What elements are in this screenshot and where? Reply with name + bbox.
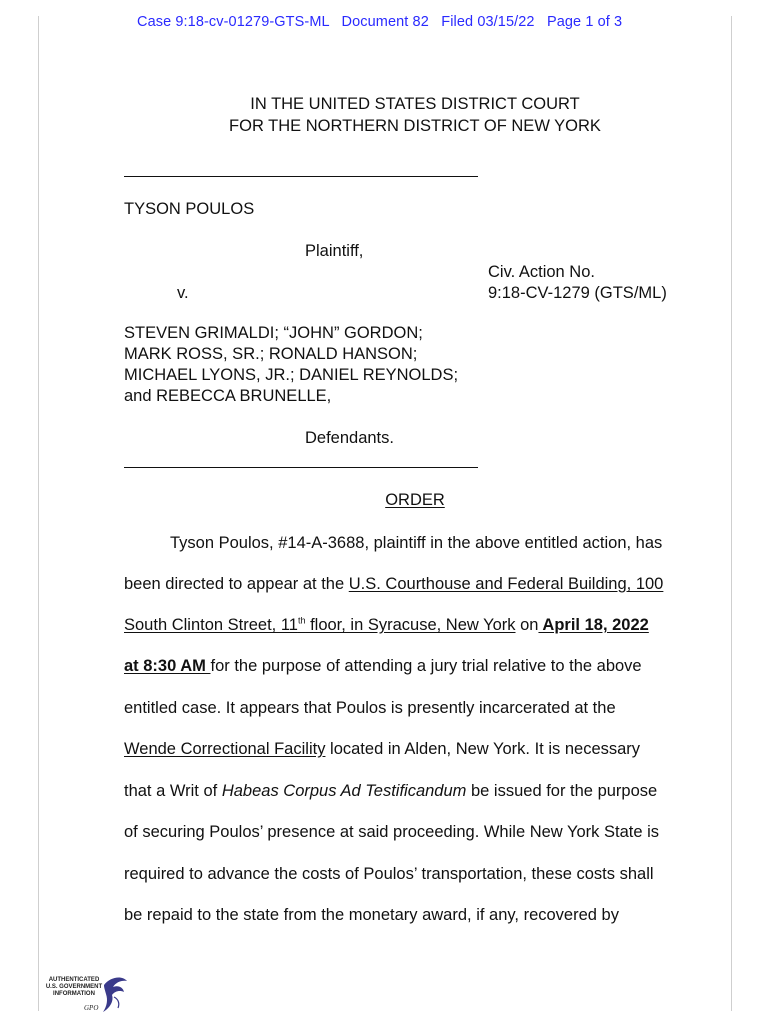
- body-line-3: [124, 615, 649, 635]
- facility-name: Wende Correctional Facility: [124, 740, 326, 758]
- civil-action-label: Civ. Action No.: [488, 263, 595, 281]
- courthouse-address: U.S. Courthouse and Federal Building, 100: [348, 575, 664, 593]
- left-margin-line: [38, 16, 39, 1011]
- defendants-line: MICHAEL LYONS, JR.; DANIEL REYNOLDS;: [124, 366, 459, 384]
- eagle-icon: [100, 975, 130, 1015]
- body-line-4: [124, 656, 642, 676]
- body-line-5: entitled case. It appears that Poulos is presently incarcerated at the: [124, 699, 616, 717]
- plaintiff-name: TYSON POULOS: [124, 200, 255, 218]
- court-name-line1: IN THE UNITED STATES DISTRICT COURT: [250, 95, 580, 113]
- seal-line: U.S. GOVERNMENT: [45, 984, 103, 990]
- caption-top-rule: [124, 176, 478, 177]
- plaintiff-role: Plaintiff,: [305, 242, 364, 260]
- right-margin-line: [731, 16, 732, 1011]
- body-line-7: [124, 781, 657, 801]
- writ-name: Habeas Corpus Ad Testificandum: [221, 782, 467, 800]
- appearance-time: at 8:30 AM: [124, 657, 211, 675]
- body-text: that a Writ of: [124, 782, 222, 800]
- address-text: South Clinton Street, 11: [124, 616, 298, 634]
- civil-action-number: 9:18-CV-1279 (GTS/ML): [488, 284, 667, 302]
- seal-text: [44, 977, 104, 998]
- defendants-role: Defendants.: [305, 429, 394, 447]
- body-text: located in Alden, New York. It is necessary: [325, 740, 641, 758]
- gpo-authentication-seal: [44, 975, 130, 1015]
- body-text: be issued for the purpose: [466, 782, 658, 800]
- defendants-line: MARK ROSS, SR.; RONALD HANSON;: [124, 345, 418, 363]
- body-line-10: be repaid to the state from the monetary award, if any, recovered by: [124, 906, 619, 924]
- body-line-6: [124, 739, 640, 759]
- address-text: floor, in Syracuse, New York: [305, 616, 516, 634]
- order-title: ORDER: [385, 491, 445, 509]
- body-text: been directed to appear at the: [124, 575, 349, 593]
- seal-line: AUTHENTICATED: [48, 977, 100, 983]
- court-name-line2: FOR THE NORTHERN DISTRICT OF NEW YORK: [229, 117, 601, 135]
- seal-line: INFORMATION: [53, 991, 95, 997]
- case-header: Case 9:18-cv-01279-GTS-ML Document 82 Filed 03/15/22 Page 1 of 3: [137, 14, 623, 30]
- seal-gpo-word: GPO: [84, 1004, 99, 1012]
- defendants-line: STEVEN GRIMALDI; “JOHN” GORDON;: [124, 324, 423, 342]
- versus: v.: [177, 284, 189, 302]
- body-text: on: [515, 616, 539, 634]
- body-line-2: [124, 574, 663, 594]
- body-text: for the purpose of attending a jury trial relative to the above: [210, 657, 642, 675]
- caption-bottom-rule: [124, 467, 478, 468]
- body-line-1: Tyson Poulos, #14-A-3688, plaintiff in the above entitled action, has: [170, 534, 663, 552]
- appearance-date: April 18, 2022: [538, 616, 649, 634]
- body-line-9: required to advance the costs of Poulos’ transportation, these costs shall: [124, 865, 654, 883]
- body-line-8: of securing Poulos’ presence at said proceeding. While New York State is: [124, 823, 660, 841]
- courthouse-address-cont: [124, 616, 516, 634]
- ordinal-suffix: th: [297, 615, 306, 626]
- defendants-line: and REBECCA BRUNELLE,: [124, 387, 332, 405]
